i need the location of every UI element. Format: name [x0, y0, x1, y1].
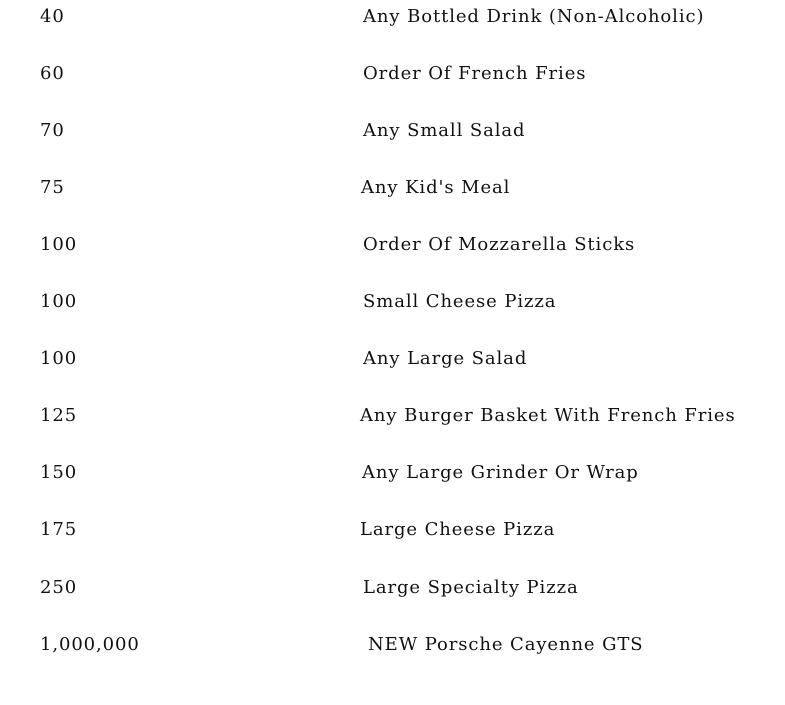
reward-item: Any Large Salad	[363, 348, 528, 369]
reward-item: Large Cheese Pizza	[360, 519, 556, 540]
reward-row	[0, 460, 785, 490]
reward-item: Any Burger Basket With French Fries	[360, 405, 736, 426]
reward-item: Large Specialty Pizza	[363, 577, 579, 598]
reward-row	[0, 289, 785, 319]
reward-row	[0, 346, 785, 376]
reward-points: 70	[40, 120, 65, 141]
reward-item: Any Kid's Meal	[361, 177, 511, 198]
reward-row	[0, 61, 785, 91]
reward-points: 100	[40, 291, 78, 312]
reward-row	[0, 403, 785, 433]
reward-points: 150	[40, 462, 78, 483]
reward-item: NEW Porsche Cayenne GTS	[368, 634, 644, 655]
reward-row	[0, 118, 785, 148]
reward-row	[0, 175, 785, 205]
reward-points: 60	[40, 63, 65, 84]
reward-points: 40	[40, 6, 65, 27]
reward-row	[0, 4, 785, 34]
reward-item: Order Of Mozzarella Sticks	[363, 234, 636, 255]
reward-row	[0, 232, 785, 262]
reward-points: 175	[40, 519, 78, 540]
reward-points: 100	[40, 234, 78, 255]
reward-row	[0, 632, 785, 662]
reward-row	[0, 517, 785, 547]
reward-item: Small Cheese Pizza	[363, 291, 557, 312]
reward-item: Any Bottled Drink (Non-Alcoholic)	[363, 6, 705, 27]
reward-item: Any Large Grinder Or Wrap	[362, 462, 639, 483]
reward-item: Any Small Salad	[363, 120, 526, 141]
reward-points: 75	[40, 177, 65, 198]
reward-points: 100	[40, 348, 78, 369]
reward-points: 1,000,000	[40, 634, 140, 655]
reward-row	[0, 575, 785, 605]
reward-points: 250	[40, 577, 78, 598]
reward-item: Order Of French Fries	[363, 63, 587, 84]
reward-points: 125	[40, 405, 78, 426]
